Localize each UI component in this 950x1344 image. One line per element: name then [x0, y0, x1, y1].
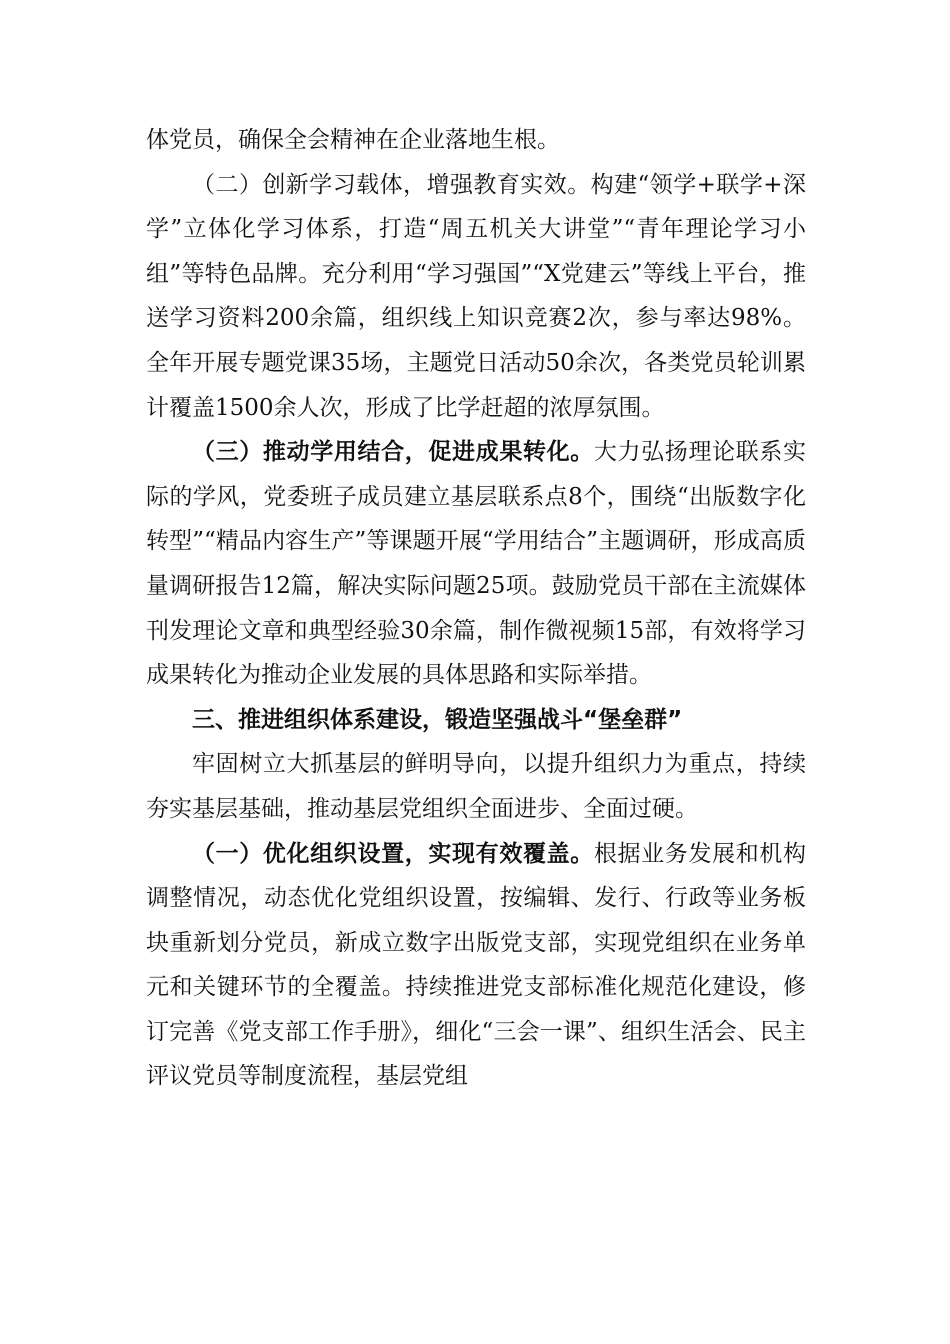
paragraph-lead-bold: （一）优化组织设置，实现有效覆盖。 — [192, 840, 594, 867]
paragraph-learning-carrier: （二）创新学习载体，增强教育实效。构建“领学+联学+深学”立体化学习体系，打造“周五机关大讲堂”“青年理论学习小组”等特色品牌。充分利用“学习强国”“X党建云”等线上平台，推送学习资料200余篇，组织线上知识竞赛2次，参与率达98%。全年开展专题党课35场，主题党日活动50余次，各类党员轮训累计覆盖1500余人次，形成了比学赶超的浓厚氛围。 — [146, 171, 806, 421]
section-heading-3: 三、推进组织体系建设，锻造坚强战斗“堡垒群” — [192, 706, 683, 733]
paragraph-organization-setup — [146, 832, 806, 1100]
paragraph-lead-bold: （三）推动学用结合，促进成果转化。 — [192, 439, 594, 466]
paragraph-section-intro: 牢固树立大抓基层的鲜明导向，以提升组织力为重点，持续夯实基层基础，推动基层党组织全面进步、全面过硬。 — [146, 751, 806, 822]
paragraph-learning-application — [146, 430, 806, 698]
paragraph-continuation: 体党员，确保全会精神在企业落地生根。 — [146, 127, 560, 153]
paragraph-body-text: 根据业务发展和机构调整情况，动态优化党组织设置，按编辑、发行、行政等业务板块重新划分党员，新成立数字出版党支部，实现党组织在业务单元和关键环节的全覆盖。持续推进党支部标准化规范化建设，修订完善《党支部工作手册》，细化“三会一课”、组织生活会、民主评议党员等制度流程，基层党组 — [146, 840, 807, 1090]
document-body — [146, 118, 806, 1099]
paragraph-body-text: 大力弘扬理论联系实际的学风，党委班子成员建立基层联系点8个，围绕“出版数字化转型”“精品内容生产”等课题开展“学用结合”主题调研，形成高质量调研报告12篇，解决实际问题25项。鼓励党员干部在主流媒体刊发理论文章和典型经验30余篇，制作微视频15部，有效将学习成果转化为推动企业发展的具体思路和实际举措。 — [146, 439, 807, 689]
